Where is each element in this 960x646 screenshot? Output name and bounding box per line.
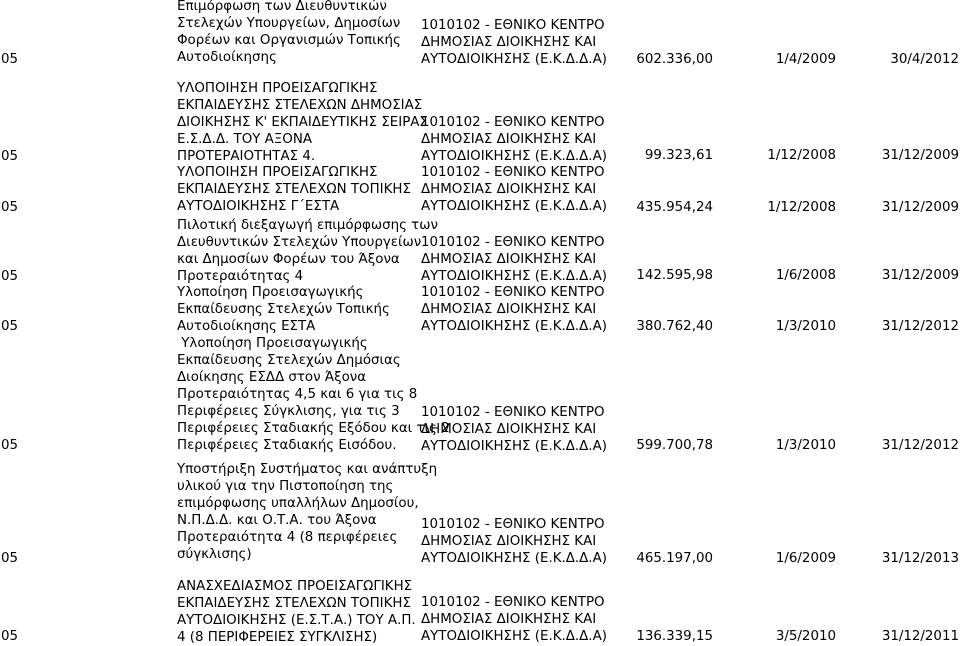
row-start-date: 1/12/2008 [767, 200, 836, 215]
row-title: Υποστήριξη Συστήματος και ανάπτυξη υλικού για την Πιστοποίηση της επιμόρφωσης υπαλλήλων Δημοσίου, Ν.Π.Δ.Δ. και Ο.Τ.Α. του Άξονα Προτεραιότητα 4 (8 περιφέρειες σύγκλισης) [177, 462, 438, 562]
table-row [0, 217, 960, 285]
row-body: 1010102 - ΕΘΝΙΚΟ ΚΕΝΤΡΟ ΔΗΜΟΣΙΑΣ ΔΙΟΙΚΗΣΗΣ ΚΑΙ ΑΥΤΟΔΙΟΙΚΗΣΗΣ (Ε.Κ.Δ.Δ.Α) [421, 165, 607, 214]
row-body: 1010102 - ΕΘΝΙΚΟ ΚΕΝΤΡΟ ΔΗΜΟΣΙΑΣ ΔΙΟΙΚΗΣΗΣ ΚΑΙ ΑΥΤΟΔΙΟΙΚΗΣΗΣ (Ε.Κ.Δ.Δ.Α) [421, 115, 607, 164]
row-amount: 99.323,61 [644, 148, 713, 163]
row-code: 05 [1, 269, 19, 284]
table-row [0, 578, 960, 646]
row-title: Υλοποίηση Προεισαγωγικής Εκπαίδευσης Στελεχών Τοπικής Αυτοδιοίκησης ΕΣΤΑ [177, 285, 390, 334]
row-end-date: 31/12/2012 [881, 319, 959, 334]
row-start-date: 1/3/2010 [775, 319, 836, 334]
row-start-date: 1/6/2008 [775, 268, 836, 283]
row-code: 05 [1, 629, 19, 644]
row-amount: 435.954,24 [636, 200, 713, 215]
row-body: 1010102 - ΕΘΝΙΚΟ ΚΕΝΤΡΟ ΔΗΜΟΣΙΑΣ ΔΙΟΙΚΗΣΗΣ ΚΑΙ ΑΥΤΟΔΙΟΙΚΗΣΗΣ (Ε.Κ.Δ.Δ.Α) [421, 18, 607, 67]
row-title: ΥΛΟΠΟΙΗΣΗ ΠΡΟΕΙΣΑΓΩΓΙΚΗΣ ΕΚΠΑΙΔΕΥΣΗΣ ΣΤΕΛΕΧΩΝ ΔΗΜΟΣΙΑΣ ΔΙΟΙΚΗΣΗΣ Κ' ΕΚΠΑΙΔΕΥΤΙΚΗΣ ΣΕΙΡΑΣ Ε.Σ.Δ.Δ. ΤΟΥ ΑΞΟΝΑ ΠΡΟΤΕΡΑΙΟΤΗΤΑΣ 4. [177, 81, 428, 164]
table-row [0, 0, 960, 68]
row-start-date: 1/12/2008 [767, 148, 836, 163]
row-start-date: 3/5/2010 [775, 629, 836, 644]
row-amount: 142.595,98 [636, 268, 713, 283]
row-amount: 602.336,00 [636, 52, 713, 67]
table-row [0, 461, 960, 571]
row-amount: 380.762,40 [636, 319, 713, 334]
row-body: 1010102 - ΕΘΝΙΚΟ ΚΕΝΤΡΟ ΔΗΜΟΣΙΑΣ ΔΙΟΙΚΗΣΗΣ ΚΑΙ ΑΥΤΟΔΙΟΙΚΗΣΗΣ (Ε.Κ.Δ.Δ.Α) [421, 405, 607, 454]
row-body: 1010102 - ΕΘΝΙΚΟ ΚΕΝΤΡΟ ΔΗΜΟΣΙΑΣ ΔΙΟΙΚΗΣΗΣ ΚΑΙ ΑΥΤΟΔΙΟΙΚΗΣΗΣ (Ε.Κ.Δ.Δ.Α) [421, 517, 607, 566]
row-code: 05 [1, 551, 19, 566]
table-row [0, 284, 960, 336]
row-body: 1010102 - ΕΘΝΙΚΟ ΚΕΝΤΡΟ ΔΗΜΟΣΙΑΣ ΔΙΟΙΚΗΣΗΣ ΚΑΙ ΑΥΤΟΔΙΟΙΚΗΣΗΣ (Ε.Κ.Δ.Δ.Α) [421, 285, 607, 334]
row-end-date: 31/12/2013 [881, 551, 959, 566]
row-end-date: 30/4/2012 [890, 52, 959, 67]
row-end-date: 31/12/2011 [881, 629, 959, 644]
row-code: 05 [1, 200, 19, 215]
row-body: 1010102 - ΕΘΝΙΚΟ ΚΕΝΤΡΟ ΔΗΜΟΣΙΑΣ ΔΙΟΙΚΗΣΗΣ ΚΑΙ ΑΥΤΟΔΙΟΙΚΗΣΗΣ (Ε.Κ.Δ.Δ.Α) [421, 595, 607, 644]
row-end-date: 31/12/2012 [881, 438, 959, 453]
row-amount: 465.197,00 [636, 551, 713, 566]
row-start-date: 1/6/2009 [775, 551, 836, 566]
row-title: ΥΛΟΠΟΙΗΣΗ ΠΡΟΕΙΣΑΓΩΓΙΚΗΣ ΕΚΠΑΙΔΕΥΣΗΣ ΣΤΕΛΕΧΩΝ ΤΟΠΙΚΗΣ ΑΥΤΟΔΙΟΙΚΗΣΗΣ Γ΄ΕΣΤΑ [177, 165, 411, 214]
table-row [0, 80, 960, 166]
table-row [0, 335, 960, 455]
row-amount: 136.339,15 [636, 629, 713, 644]
row-code: 05 [1, 149, 19, 164]
row-end-date: 31/12/2009 [881, 268, 959, 283]
row-end-date: 31/12/2009 [881, 200, 959, 215]
row-body: 1010102 - ΕΘΝΙΚΟ ΚΕΝΤΡΟ ΔΗΜΟΣΙΑΣ ΔΙΟΙΚΗΣΗΣ ΚΑΙ ΑΥΤΟΔΙΟΙΚΗΣΗΣ (Ε.Κ.Δ.Δ.Α) [421, 235, 607, 284]
row-start-date: 1/4/2009 [775, 52, 836, 67]
row-title: Πιλοτική διεξαγωγή επιμόρφωσης των Διευθυντικών Στελεχών Υπουργείων και Δημοσίων Φορέων του Άξονα Προτεραιότητας 4 [177, 218, 438, 284]
row-amount: 599.700,78 [636, 438, 713, 453]
row-start-date: 1/3/2010 [775, 438, 836, 453]
row-end-date: 31/12/2009 [881, 148, 959, 163]
row-title: ΑΝΑΣΧΕΔΙΑΣΜΟΣ ΠΡΟΕΙΣΑΓΩΓΙΚΗΣ ΕΚΠΑΙΔΕΥΣΗΣ ΣΤΕΛΕΧΩΝ ΤΟΠΙΚΗΣ ΑΥΤΟΔΙΟΙΚΗΣΗΣ (Ε.Σ.Τ.Α.) ΤΟΥ Α.Π. 4 (8 ΠΕΡΙΦΕΡΕΙΕΣ ΣΥΓΚΛΙΣΗΣ) [177, 579, 416, 645]
row-title: Υλοποίηση Προεισαγωγικής Εκπαίδευσης Στελεχών Δημόσιας Διοίκησης ΕΣΔΔ στον Άξονα Προτεραιότητας 4,5 και 6 για τις 8 Περιφέρειες Σύγκλισης, για τις 3 Περιφέρειες Σταδιακής Εξόδου και τις 2 Περιφέρειες Σταδιακής Εισόδου. [177, 336, 450, 453]
table-row [0, 164, 960, 216]
row-code: 05 [1, 52, 19, 67]
row-code: 05 [1, 319, 19, 334]
row-code: 05 [1, 438, 19, 453]
row-title: Επιμόρφωση των Διευθυντικών Στελεχών Υπουργείων, Δημοσίων Φορέων και Οργανισμών Τοπικής Αυτοδιοίκησης [177, 0, 401, 65]
